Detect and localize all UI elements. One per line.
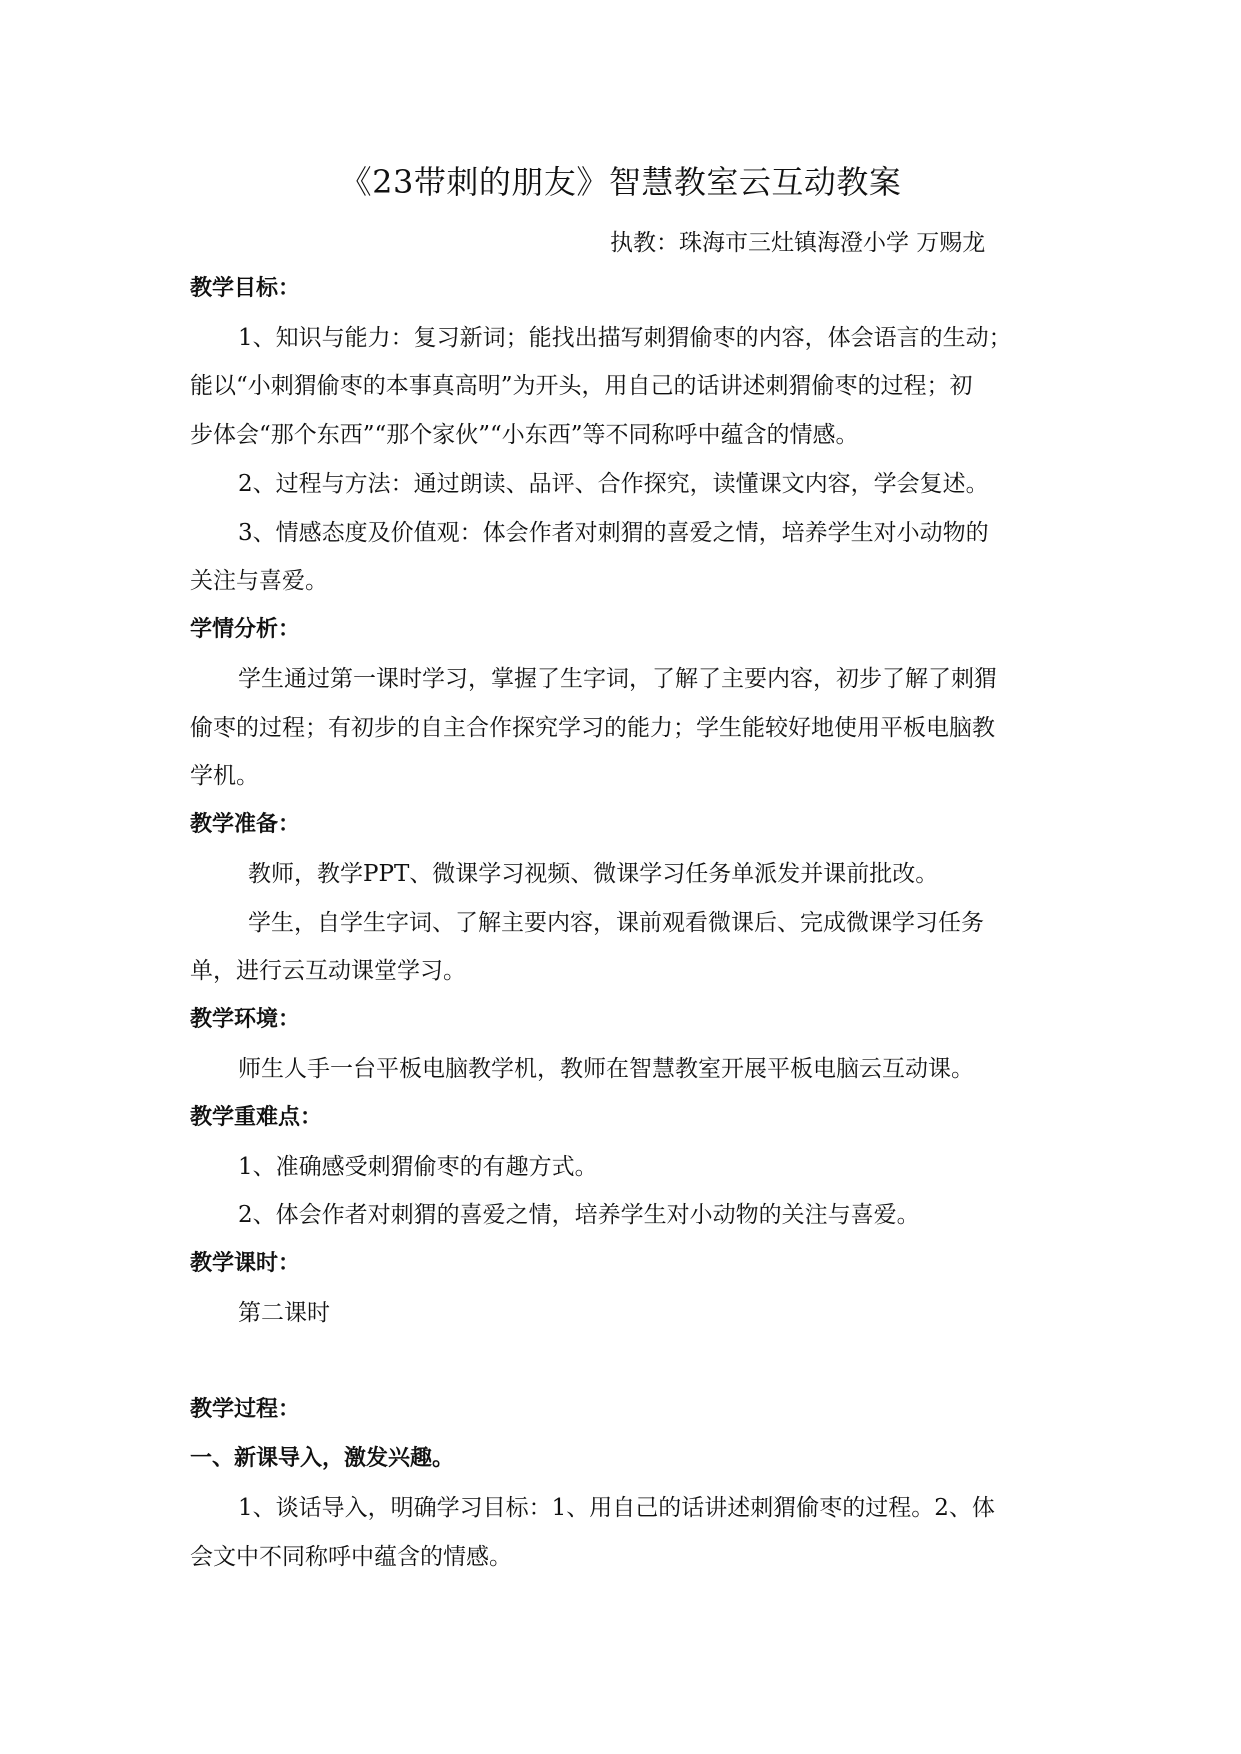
part1-line: 会文中不同称呼中蕴含的情感。 xyxy=(190,1544,512,1570)
heading-environment: 教学环境： xyxy=(190,1007,301,1032)
goals-line: 步体会“那个东西”“那个家伙”“小东西”等不同称呼中蕴含的情感。 xyxy=(190,422,859,448)
goals-line: 能以“小刺猬偷枣的本事真高明”为开头，用自己的话讲述刺猬偷枣的过程；初 xyxy=(190,373,973,399)
goals-line: 3、情感态度及价值观：体会作者对刺猬的喜爱之情，培养学生对小动物的 xyxy=(238,520,989,546)
preparation-line: 教师，教学PPT、微课学习视频、微课学习任务单派发并课前批改。 xyxy=(248,861,939,887)
heading-process: 教学过程： xyxy=(190,1397,301,1422)
preparation-line: 学生，自学生字词、了解主要内容，课前观看微课后、完成微课学习任务 xyxy=(248,910,984,936)
heading-part1: 一、新课导入，激发兴趣。 xyxy=(190,1446,455,1471)
periods-line: 第二课时 xyxy=(238,1300,330,1326)
analysis-line: 学生通过第一课时学习，掌握了生字词，了解了主要内容，初步了解了刺猬 xyxy=(238,666,997,692)
heading-goals: 教学目标： xyxy=(190,276,301,301)
document-author: 执教：珠海市三灶镇海澄小学 万赐龙 xyxy=(610,230,986,256)
goals-line: 1、知识与能力：复习新词；能找出描写刺猬偷枣的内容，体会语言的生动； xyxy=(238,325,1012,351)
heading-preparation: 教学准备： xyxy=(190,812,301,837)
analysis-line: 学机。 xyxy=(190,763,259,789)
environment-line: 师生人手一台平板电脑教学机，教师在智慧教室开展平板电脑云互动课。 xyxy=(238,1056,974,1082)
heading-analysis: 学情分析： xyxy=(190,617,301,642)
goals-line: 2、过程与方法：通过朗读、品评、合作探究，读懂课文内容，学会复述。 xyxy=(238,471,989,497)
part1-line: 1、谈话导入，明确学习目标：1、用自己的话讲述刺猬偷枣的过程。2、体 xyxy=(238,1495,995,1521)
goals-line: 关注与喜爱。 xyxy=(190,568,328,594)
preparation-line: 单，进行云互动课堂学习。 xyxy=(190,958,466,984)
document-title: 《23带刺的朋友》智慧教室云互动教案 xyxy=(339,163,902,201)
key-points-line: 2、体会作者对刺猬的喜爱之情，培养学生对小动物的关注与喜爱。 xyxy=(238,1202,920,1228)
heading-key-points: 教学重难点： xyxy=(190,1105,323,1130)
key-points-line: 1、准确感受刺猬偷枣的有趣方式。 xyxy=(238,1154,598,1180)
analysis-line: 偷枣的过程；有初步的自主合作探究学习的能力；学生能较好地使用平板电脑教 xyxy=(190,715,995,741)
heading-periods: 教学课时： xyxy=(190,1251,301,1276)
